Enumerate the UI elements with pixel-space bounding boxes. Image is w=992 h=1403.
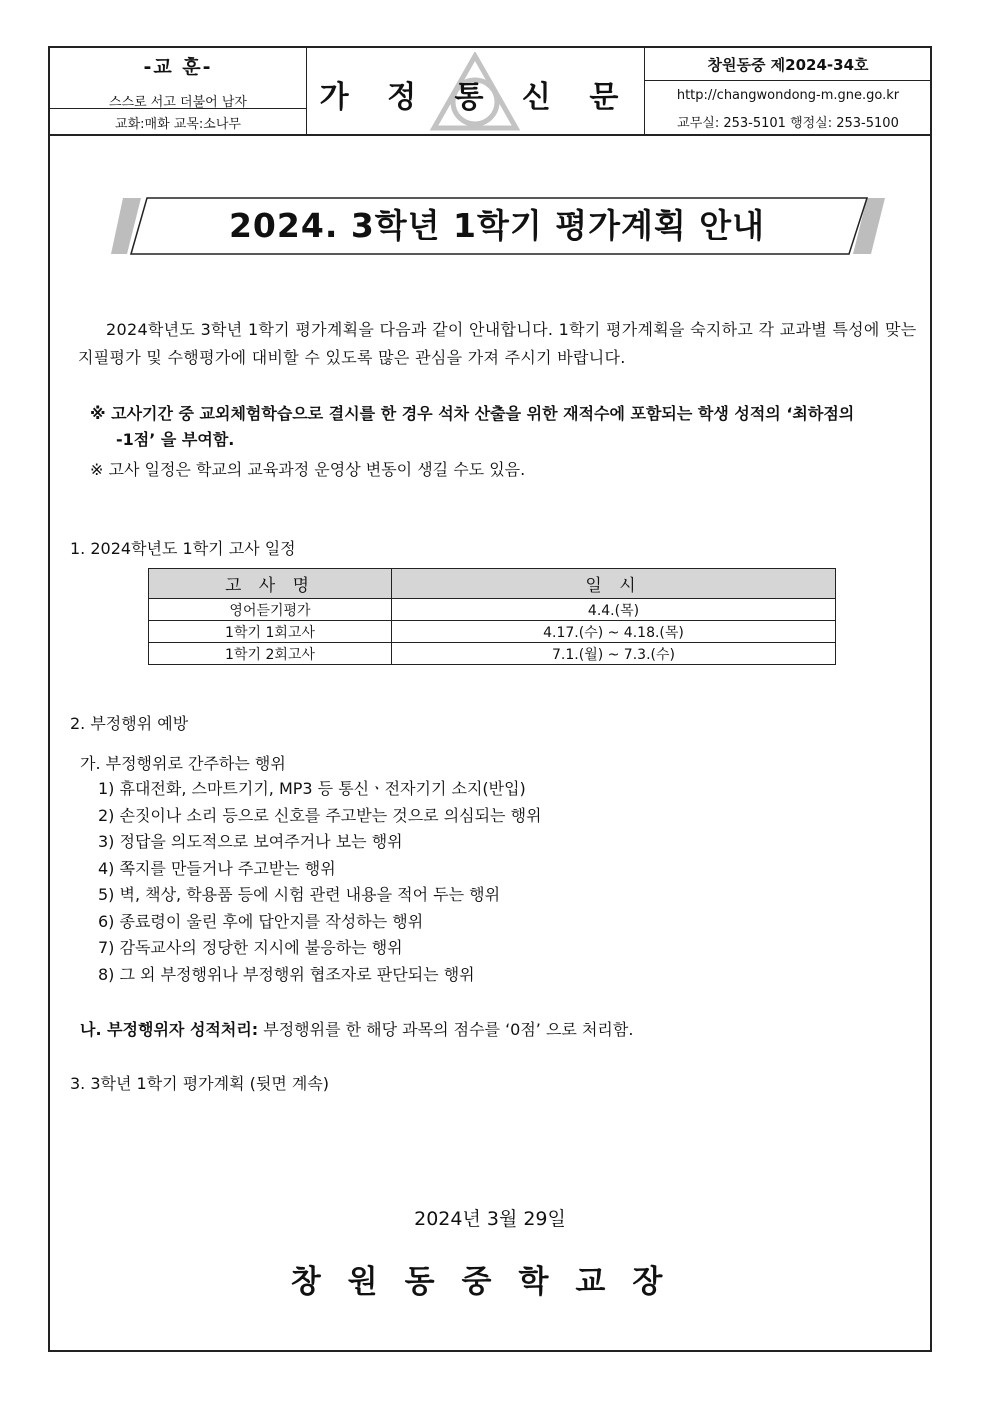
section2-heading: 2. 부정행위 예방	[70, 714, 189, 733]
cheating-penalty-text: 부정행위를 한 해당 과목의 점수를 ‘0점’ 으로 처리함.	[258, 1020, 634, 1039]
cheating-penalty	[80, 1016, 633, 1044]
issue-number: 창원동중 제2024-34호	[707, 56, 869, 74]
list-item: 2) 손짓이나 소리 등으로 신호를 주고받는 것으로 의심되는 행위	[98, 805, 542, 825]
exam-date-cell: 4.4.(목)	[392, 599, 836, 621]
exam-date-cell: 7.1.(월) ~ 7.3.(수)	[392, 643, 836, 665]
school-symbols: 교화:매화 교목:소나무	[50, 108, 306, 132]
cheating-penalty-label: 나. 부정행위자 성적처리:	[80, 1020, 259, 1039]
cheating-acts-list	[98, 776, 542, 988]
column-header-date: 일 시	[392, 569, 836, 599]
table-row	[149, 621, 836, 643]
list-item: 7) 감독교사의 정당한 지시에 불응하는 행위	[98, 938, 403, 957]
table-row	[149, 599, 836, 621]
exam-name-cell: 1학기 1회고사	[149, 621, 392, 643]
exam-schedule-table	[148, 568, 836, 665]
issue-info-box	[644, 48, 931, 134]
list-item: 8) 그 외 부정행위나 부정행위 협조자로 판단되는 행위	[98, 964, 475, 984]
list-item: 1) 휴대전화, 스마트기기, MP3 등 통신ㆍ전자기기 소지(반입)	[98, 779, 526, 798]
exam-date-cell: 4.17.(수) ~ 4.18.(목)	[392, 621, 836, 643]
note-schedule-change: ※ 고사 일정은 학교의 교육과정 운영상 변동이 생길 수도 있음.	[90, 460, 526, 479]
motto-heading: -교 훈-	[143, 56, 213, 78]
intro-paragraph: 2024학년도 3학년 1학기 평가계획을 다음과 같이 안내합니다. 1학기 평가계획을 숙지하고 각 교과별 특성에 맞는 지필평가 및 수행평가에 대비할 수 있도록 많은 관심을 가져 주시기 바랍니다.	[78, 320, 917, 367]
document-frame	[48, 46, 932, 1352]
list-item: 5) 벽, 책상, 학용품 등에 시험 관련 내용을 적어 두는 행위	[98, 885, 501, 904]
letter-title: 가 정 통 신 문	[319, 80, 633, 115]
principal-signature: 창원동중학교장	[290, 1264, 690, 1300]
letter-title-box	[308, 48, 644, 134]
table-row	[149, 643, 836, 665]
section3-heading: 3. 3학년 1학기 평가계획 (뒷면 계속)	[70, 1074, 330, 1093]
issue-date: 2024년 3월 29일	[414, 1208, 566, 1230]
note-absence-line1: ※ 고사기간 중 교외체험학습으로 결시를 한 경우 석차 산출을 위한 재적수에 포함되는 학생 성적의 ‘최하점의	[90, 404, 855, 423]
list-item: 6) 종료령이 울린 후에 답안지를 작성하는 행위	[98, 911, 424, 931]
exam-name-cell: 영어듣기평가	[149, 599, 392, 621]
school-motto-box	[50, 48, 307, 134]
cheating-acts-heading: 가. 부정행위로 간주하는 행위	[80, 754, 286, 773]
school-url[interactable]: http://changwondong-m.gne.go.kr	[676, 88, 900, 103]
section1-heading: 1. 2024학년도 1학기 고사 일정	[70, 539, 296, 558]
letter-header	[50, 48, 930, 136]
note-absence-line2: -1점’ 을 부여함.	[116, 430, 235, 449]
page-title: 2024. 3학년 1학기 평가계획 안내	[228, 206, 766, 245]
school-phones: 교무실: 253-5101 행정실: 253-5100	[677, 116, 899, 131]
exam-name-cell: 1학기 2회고사	[149, 643, 392, 665]
list-item: 4) 쪽지를 만들거나 주고받는 행위	[98, 858, 336, 878]
title-banner	[105, 196, 889, 256]
column-header-exam: 고 사 명	[149, 569, 392, 599]
list-item: 3) 정답을 의도적으로 보여주거나 보는 행위	[98, 832, 403, 851]
motto-text: 스스로 서고 더불어 남자	[109, 95, 247, 110]
table-header-row	[149, 569, 836, 599]
